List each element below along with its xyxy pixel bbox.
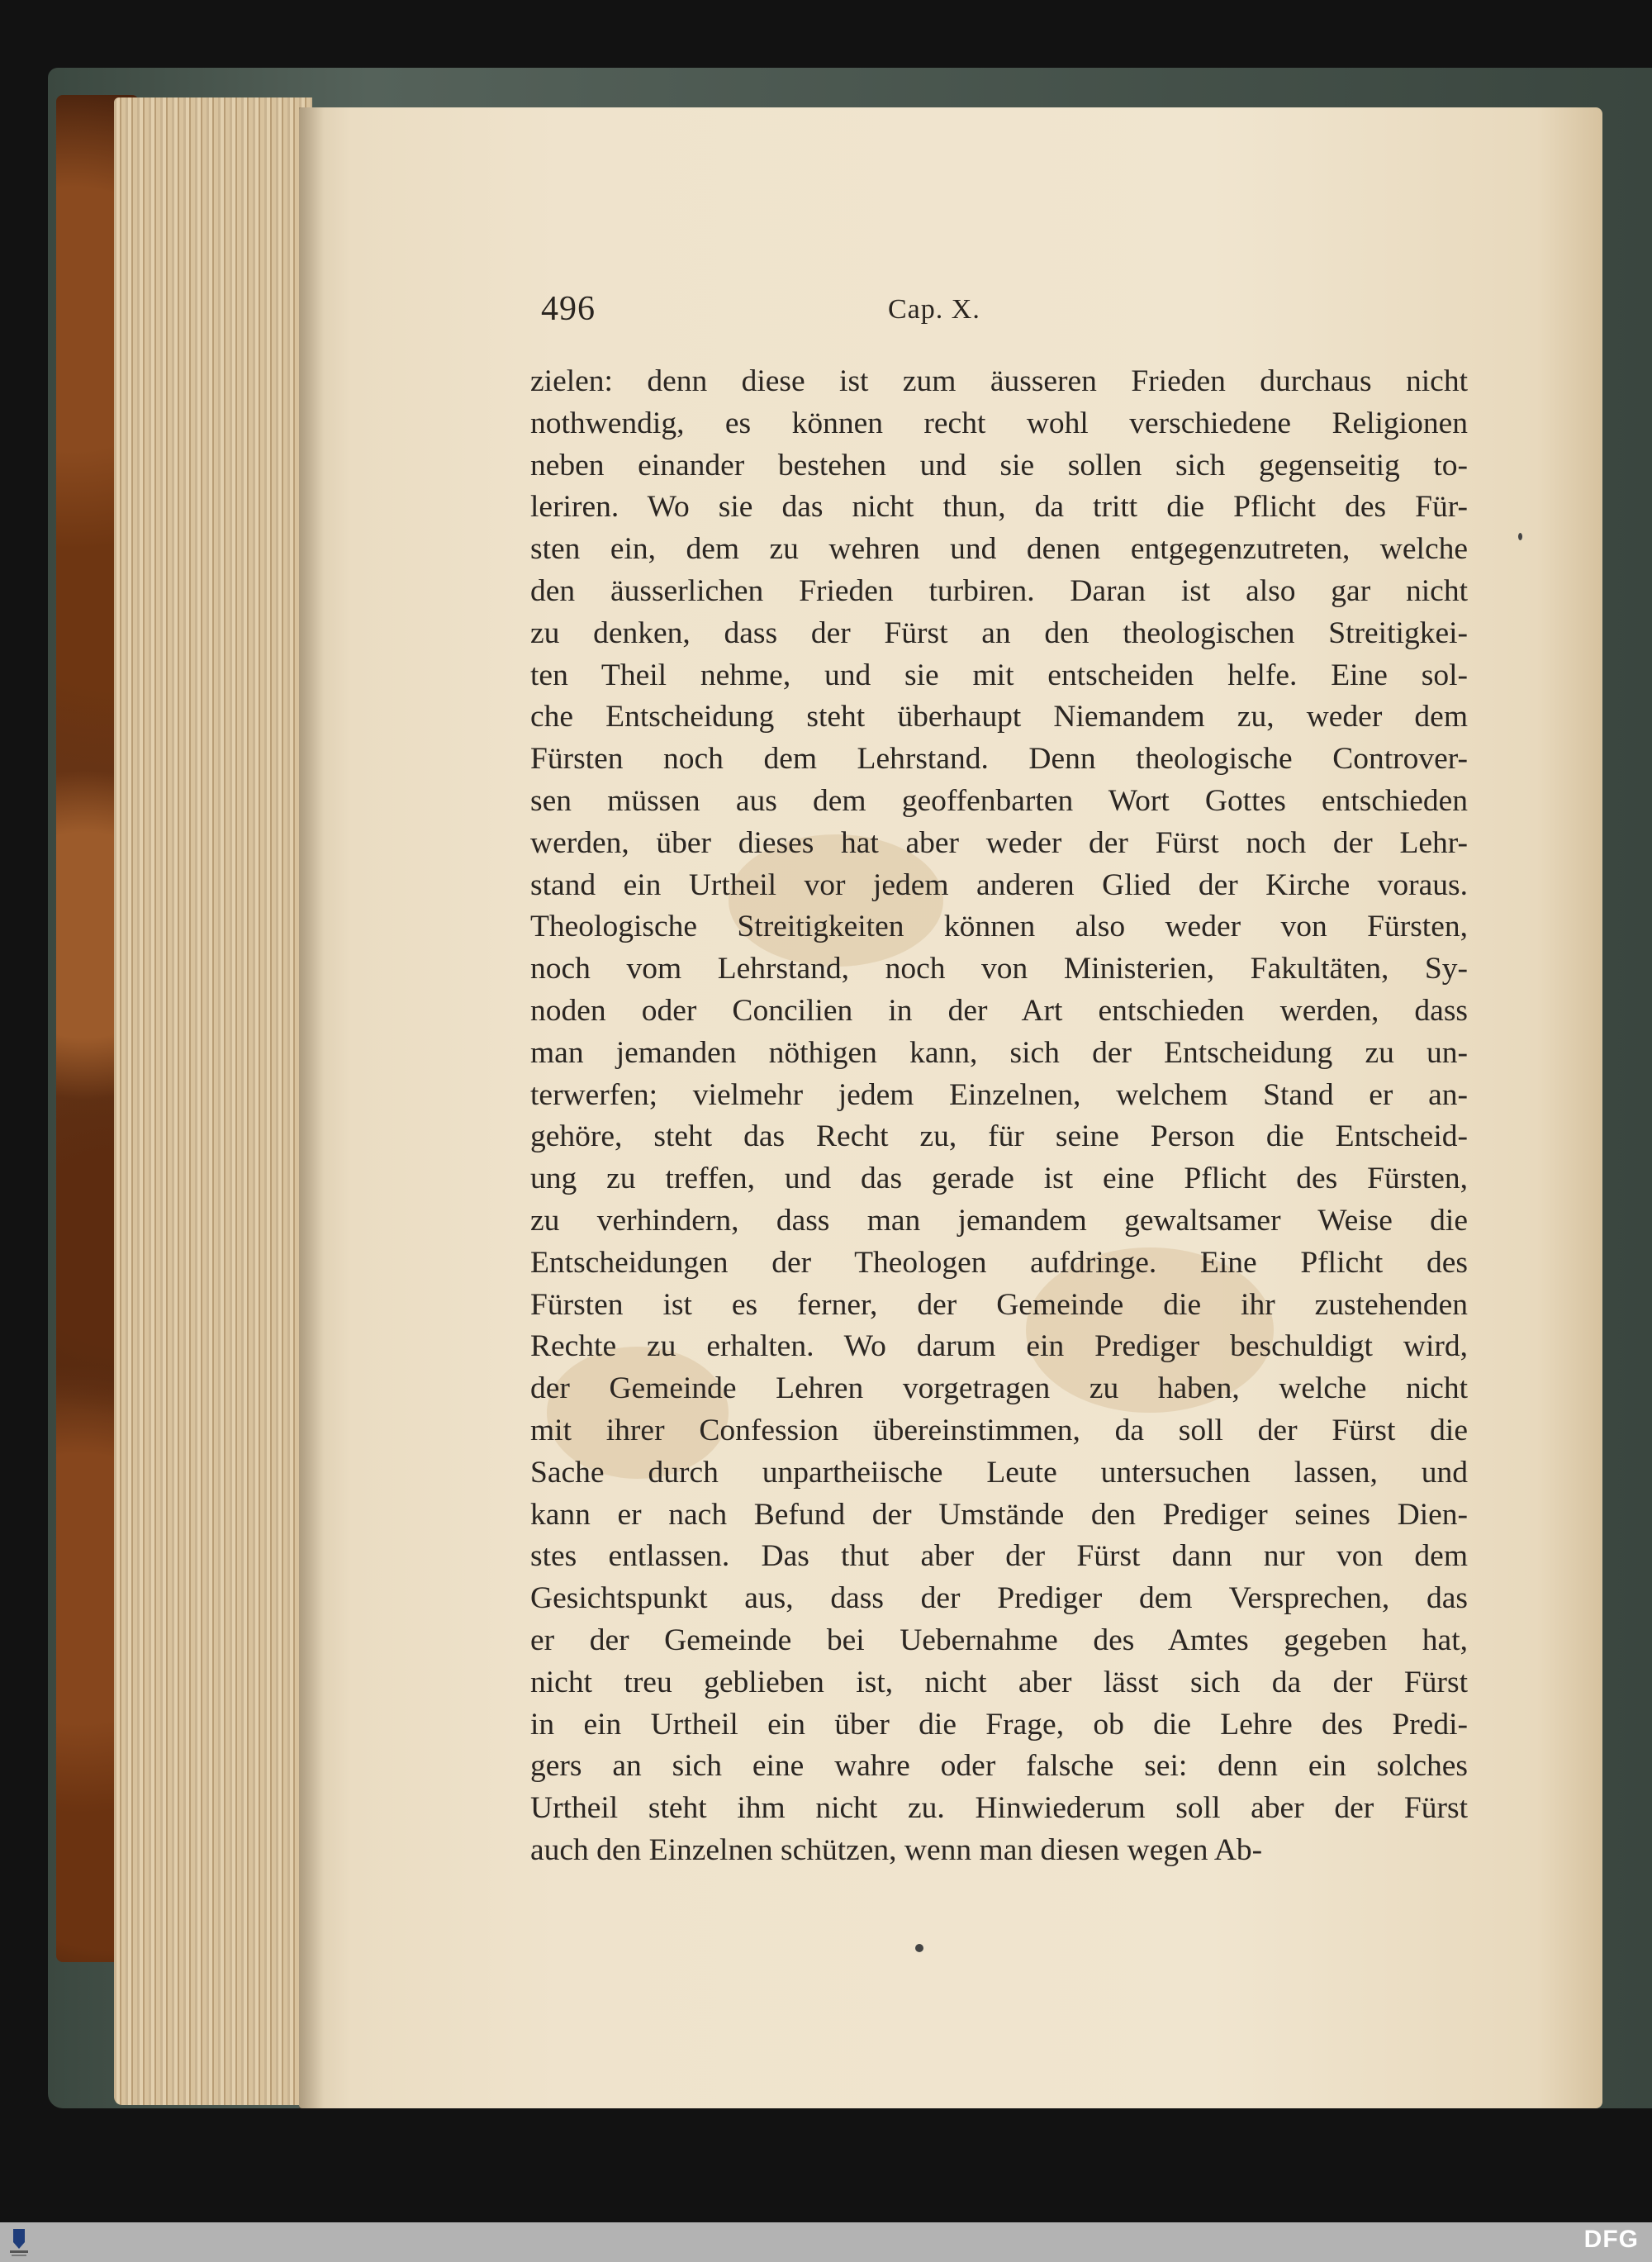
page-number: 496 bbox=[541, 290, 596, 328]
text-line: Entscheidungen der Theologen aufdringe. Eine Pflicht des bbox=[530, 1245, 1468, 1280]
text-line: ten Theil nehme, und sie mit entscheiden helfe. Eine sol- bbox=[530, 658, 1468, 692]
text-line: mit ihrer Confession übereinstimmen, da soll der Fürst die bbox=[530, 1413, 1468, 1447]
text-line: sen müssen aus dem geoffenbarten Wort Gottes entschieden bbox=[530, 783, 1468, 818]
text-line: er der Gemeinde bei Uebernahme des Amtes gegeben hat, bbox=[530, 1623, 1468, 1657]
text-line: den äusserlichen Frieden turbiren. Daran ist also gar nicht bbox=[530, 573, 1468, 608]
text-line: nicht treu geblieben ist, nicht aber lässt sich da der Fürst bbox=[530, 1665, 1468, 1699]
text-line: noden oder Concilien in der Art entschieden werden, dass bbox=[530, 993, 1468, 1028]
text-line: che Entscheidung steht überhaupt Niemandem zu, weder dem bbox=[530, 700, 1468, 734]
text-line: Gesichtspunkt aus, dass der Prediger dem Versprechen, das bbox=[530, 1581, 1468, 1616]
text-line: in ein Urtheil ein über die Frage, ob die Lehre des Predi- bbox=[530, 1707, 1468, 1742]
text-line: noch vom Lehrstand, noch von Ministerien, Fakultäten, Sy- bbox=[530, 952, 1468, 986]
chapter-title: Cap. X. bbox=[888, 294, 980, 325]
running-head bbox=[541, 289, 1458, 339]
text-line: Fürsten ist es ferner, der Gemeinde die ihr zustehenden bbox=[530, 1287, 1468, 1322]
ink-speck bbox=[1518, 533, 1522, 540]
text-line: terwerfen; vielmehr jedem Einzelnen, welchem Stand er an- bbox=[530, 1077, 1468, 1112]
ink-speck bbox=[915, 1944, 923, 1952]
text-line: ung zu treffen, und das gerade ist eine Pflicht des Fürsten, bbox=[530, 1162, 1468, 1196]
text-line: zu verhindern, dass man jemandem gewaltsamer Weise die bbox=[530, 1203, 1468, 1238]
text-line: gers an sich eine wahre oder falsche sei: denn ein solches bbox=[530, 1749, 1468, 1784]
text-line: der Gemeinde Lehren vorgetragen zu haben, welche nicht bbox=[530, 1371, 1468, 1406]
body-text bbox=[530, 361, 1468, 1872]
page-edges bbox=[114, 97, 312, 2105]
text-line: Urtheil steht ihm nicht zu. Hinwiederum soll aber der Fürst bbox=[530, 1791, 1468, 1826]
library-crest-icon bbox=[7, 2226, 31, 2259]
text-line: zielen: denn diese ist zum äusseren Frieden durchaus nicht bbox=[530, 364, 1468, 398]
dfg-logo: DFG bbox=[1583, 2226, 1639, 2253]
text-line: sten ein, dem zu wehren und denen entgegenzutreten, welche bbox=[530, 532, 1468, 567]
text-line: auch den Einzelnen schützen, wenn man diesen wegen Ab- bbox=[530, 1832, 1263, 1867]
text-line: gehöre, steht das Recht zu, für seine Person die Entscheid- bbox=[530, 1119, 1468, 1154]
text-line: leriren. Wo sie das nicht thun, da tritt die Pflicht des Für- bbox=[530, 490, 1468, 525]
text-line: stes entlassen. Das thut aber der Fürst dann nur von dem bbox=[530, 1539, 1468, 1574]
viewer-footer bbox=[0, 2222, 1652, 2262]
text-line: Rechte zu erhalten. Wo darum ein Prediger beschuldigt wird, bbox=[530, 1329, 1468, 1364]
text-line: werden, über dieses hat aber weder der Fürst noch der Lehr- bbox=[530, 825, 1468, 860]
text-line: Theologische Streitigkeiten können also weder von Fürsten, bbox=[530, 910, 1468, 944]
text-line: kann er nach Befund der Umstände den Prediger seines Dien- bbox=[530, 1497, 1468, 1532]
text-line: zu denken, dass der Fürst an den theologischen Streitigkei- bbox=[530, 615, 1468, 650]
text-line: stand ein Urtheil vor jedem anderen Glied der Kirche voraus. bbox=[530, 867, 1468, 902]
text-line: nothwendig, es können recht wohl verschiedene Religionen bbox=[530, 406, 1468, 440]
text-line: man jemanden nöthigen kann, sich der Entscheidung zu un- bbox=[530, 1035, 1468, 1070]
gutter-shadow bbox=[299, 107, 324, 2108]
text-line: Sache durch unpartheiische Leute untersuchen lassen, und bbox=[530, 1455, 1468, 1490]
text-line: neben einander bestehen und sie sollen sich gegenseitig to- bbox=[530, 448, 1468, 482]
text-line: Fürsten noch dem Lehrstand. Denn theologische Controver- bbox=[530, 742, 1468, 777]
